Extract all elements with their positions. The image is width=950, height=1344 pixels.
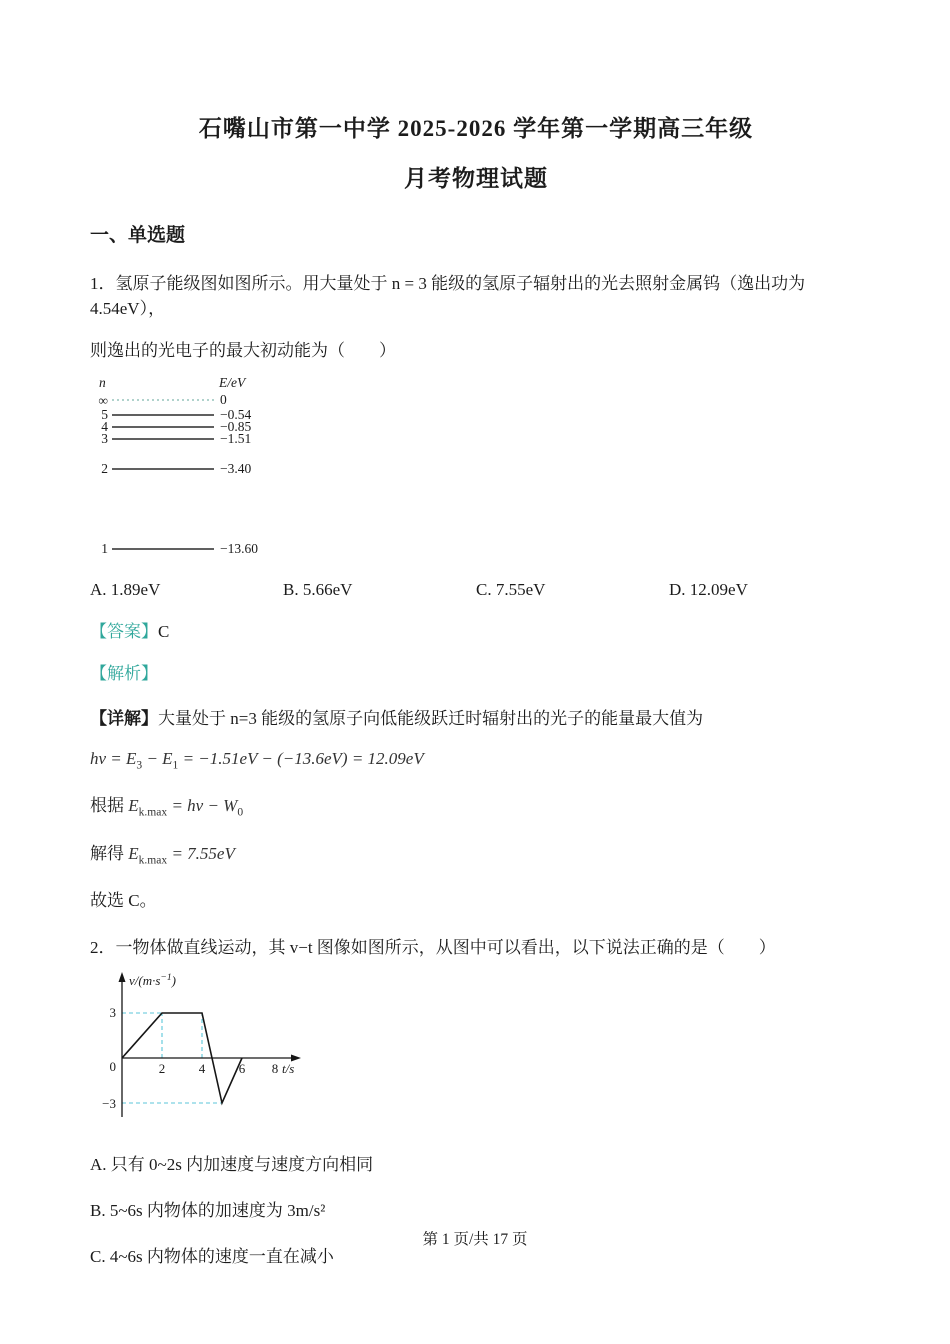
formula-photon-energy [90,749,424,772]
according-text: 根据 [90,796,124,816]
detail-line [90,704,862,729]
formula-energy-line [90,749,862,771]
q1-option-b: B. 5.66eV [283,580,353,599]
level-n-label: 1 [101,541,108,556]
level-n-label: 5 [101,407,108,422]
level-value: −3.40 [220,461,252,476]
x-tick-4: 4 [198,1061,206,1077]
formula-part: E [128,796,139,816]
formula-subscript: 1 [172,758,179,772]
x-tick-8: 8 [271,1061,279,1077]
y-tick-3: 3 [109,1005,116,1021]
question-2-text: 2．一物体做直线运动，其 v−t 图像如图所示，从图中可以看出，以下说法正确的是（ ） [90,938,776,958]
formula-part: − E [142,749,173,768]
energy-level-row-3 [101,431,251,446]
question-1-text-line2: 则逸出的光电子的最大初动能为（ ） [90,341,396,360]
answer-label: 【答案】 [90,622,158,641]
q1-option-d: D. 12.09eV [669,580,748,599]
formula-kmax [128,796,244,819]
solve-line [90,839,862,866]
level-value: −1.51 [220,431,252,446]
level-value: −0.54 [220,407,252,422]
formula-subscript: 3 [136,758,143,772]
vt-graph [92,968,327,1124]
level-n-label: 3 [101,431,108,446]
y-tick-neg3: −3 [102,1096,116,1112]
energy-level-row-infinity [98,392,227,408]
q1-options-row [90,580,862,600]
answer-value: C [158,622,170,641]
energy-level-diagram [92,373,287,565]
q1-option-a: A. 1.89eV [90,580,161,599]
formula-result [128,843,235,867]
q1-option-c: C. 7.55eV [476,580,546,599]
origin-label: 0 [109,1059,116,1075]
q2-option-b: B. 5~6s 内物体的加速度为 3m/s² [90,1201,326,1221]
energy-level-diagram-wrap [92,373,862,570]
level-value: −13.60 [220,541,258,556]
level-n-label: 4 [101,419,108,434]
vt-graph-wrap [92,968,862,1129]
x-tick-6: 6 [238,1061,246,1077]
x-tick-2: 2 [158,1061,166,1077]
analysis-line [90,659,862,684]
formula-subscript: k.max [138,805,168,819]
energy-level-row-2 [101,461,251,476]
question-1-text-line1: 1．氢原子能级图如图所示。用大量处于 n = 3 能级的氢原子辐射出的光去照射金属钨（逸出功为 4.54eV）， [90,274,806,318]
q2-option-c: C. 4~6s 内物体的速度一直在减小 [90,1247,334,1267]
energy-level-row-1 [101,541,258,556]
level-n-label: 2 [101,461,108,476]
y-axis-arrow-icon [119,972,126,982]
analysis-label: 【解析】 [90,664,158,683]
diagram-e-header: E/eV [219,375,246,390]
formula-subscript: k.max [138,853,168,867]
formula-part: E [128,843,139,863]
solve-text: 解得 [90,843,124,863]
exam-title-line2: 月考物理试题 [404,166,548,191]
level-value: 0 [220,392,227,407]
detail-text: 大量处于 n=3 能级的氢原子向低能级跃迁时辐射出的光子的能量最大值为 [158,709,704,728]
formula-subscript: 0 [237,805,244,819]
detail-label: 【详解】 [90,709,158,728]
section-heading-single-choice: 一、单选题 [90,225,186,246]
according-line [90,791,862,818]
formula-part: = hν − W [167,796,238,816]
y-axis-label: $v/(m\cdot s^{-1})$ [129,973,176,989]
formula-part: = −1.51eV − (−13.6eV) = 12.09eV [178,749,424,768]
diagram-n-header: n [99,375,106,390]
formula-part: hν = E [90,749,137,768]
level-value: −0.85 [220,419,252,434]
answer-line [90,617,862,642]
q2-option-a: A. 只有 0~2s 内加速度与速度方向相同 [90,1155,374,1175]
level-n-label: ∞ [98,393,108,408]
x-axis-label: t/s [282,1061,295,1077]
formula-part: = 7.55eV [167,843,235,863]
exam-title-line1: 石嘴山市第一中学 2025-2026 学年第一学期高三年级 [198,116,754,141]
conclusion-line: 故选 C。 [90,891,157,911]
page-footer: 第 1 页/共 17 页 [422,1231,528,1248]
